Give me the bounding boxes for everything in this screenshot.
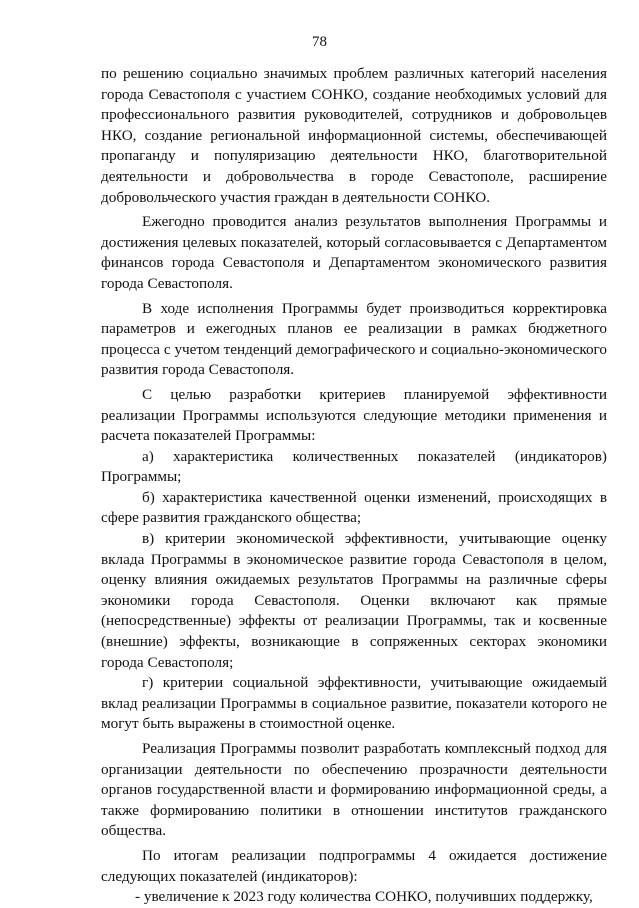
- paragraph: по решению социально значимых проблем различных категорий населения города Севастополя с участием СОНКО, создание необходимых условий для профессионального развития руководителей, сотрудников и добровольцев НКО, создание региональной информационной системы, обеспечивающей пропаганду и популяризацию деятельности НКО, благотворительной деятельности и добровольчества в городе Севастополе, расширение добровольческого участия граждан в деятельности СОНКО.: [101, 65, 607, 206]
- paragraph: По итогам реализации подпрограммы 4 ожидается достижение следующих показателей (индикаторов):: [101, 846, 607, 885]
- paragraph: Реализация Программы позволит разработать комплексный подход для организации деятельности по обеспечению прозрачности деятельности органов государственной власти и формированию информационной среды, а также формированию политики в отношении институтов гражданского общества.: [101, 740, 607, 840]
- document-body: [101, 64, 607, 908]
- list-item: - увеличение к 2023 году количества СОНКО, получивших поддержку,: [135, 888, 593, 906]
- page-number: 78: [312, 34, 327, 50]
- list-item: б) характеристика качественной оценки изменений, происходящих в сфере развития гражданского общества;: [101, 488, 607, 527]
- list-item: в) критерии экономической эффективности, учитывающие оценку вклада Программы в экономическое развитие города Севастополя в целом, оценку влияния ожидаемых результатов Программы на различные сферы экономики города Севастополя. Оценки включают как прямые (непосредственные) эффекты от реализации Программы, так и косвенные (внешние) эффекты, возникающие в сопряженных секторах экономики города Севастополя;: [101, 530, 607, 671]
- paragraph: В ходе исполнения Программы будет производиться корректировка параметров и ежегодных планов ее реализации в рамках бюджетного процесса с учетом тенденций демографического и социально-экономического развития города Севастополя.: [101, 299, 607, 379]
- list-item: г) критерии социальной эффективности, учитывающие ожидаемый вклад реализации Программы в социальное развитие, показатели которого не могут быть выражены в стоимостной оценке.: [101, 674, 607, 733]
- paragraph: Ежегодно проводится анализ результатов выполнения Программы и достижения целевых показателей, который согласовывается с Департаментом финансов города Севастополя и Департаментом экономического развития города Севастополя.: [101, 213, 607, 292]
- paragraph: С целью разработки критериев планируемой эффективности реализации Программы используются следующие методики применения и расчета показателей Программы:: [101, 385, 607, 445]
- list-item: а) характеристика количественных показателей (индикаторов) Программы;: [101, 447, 607, 486]
